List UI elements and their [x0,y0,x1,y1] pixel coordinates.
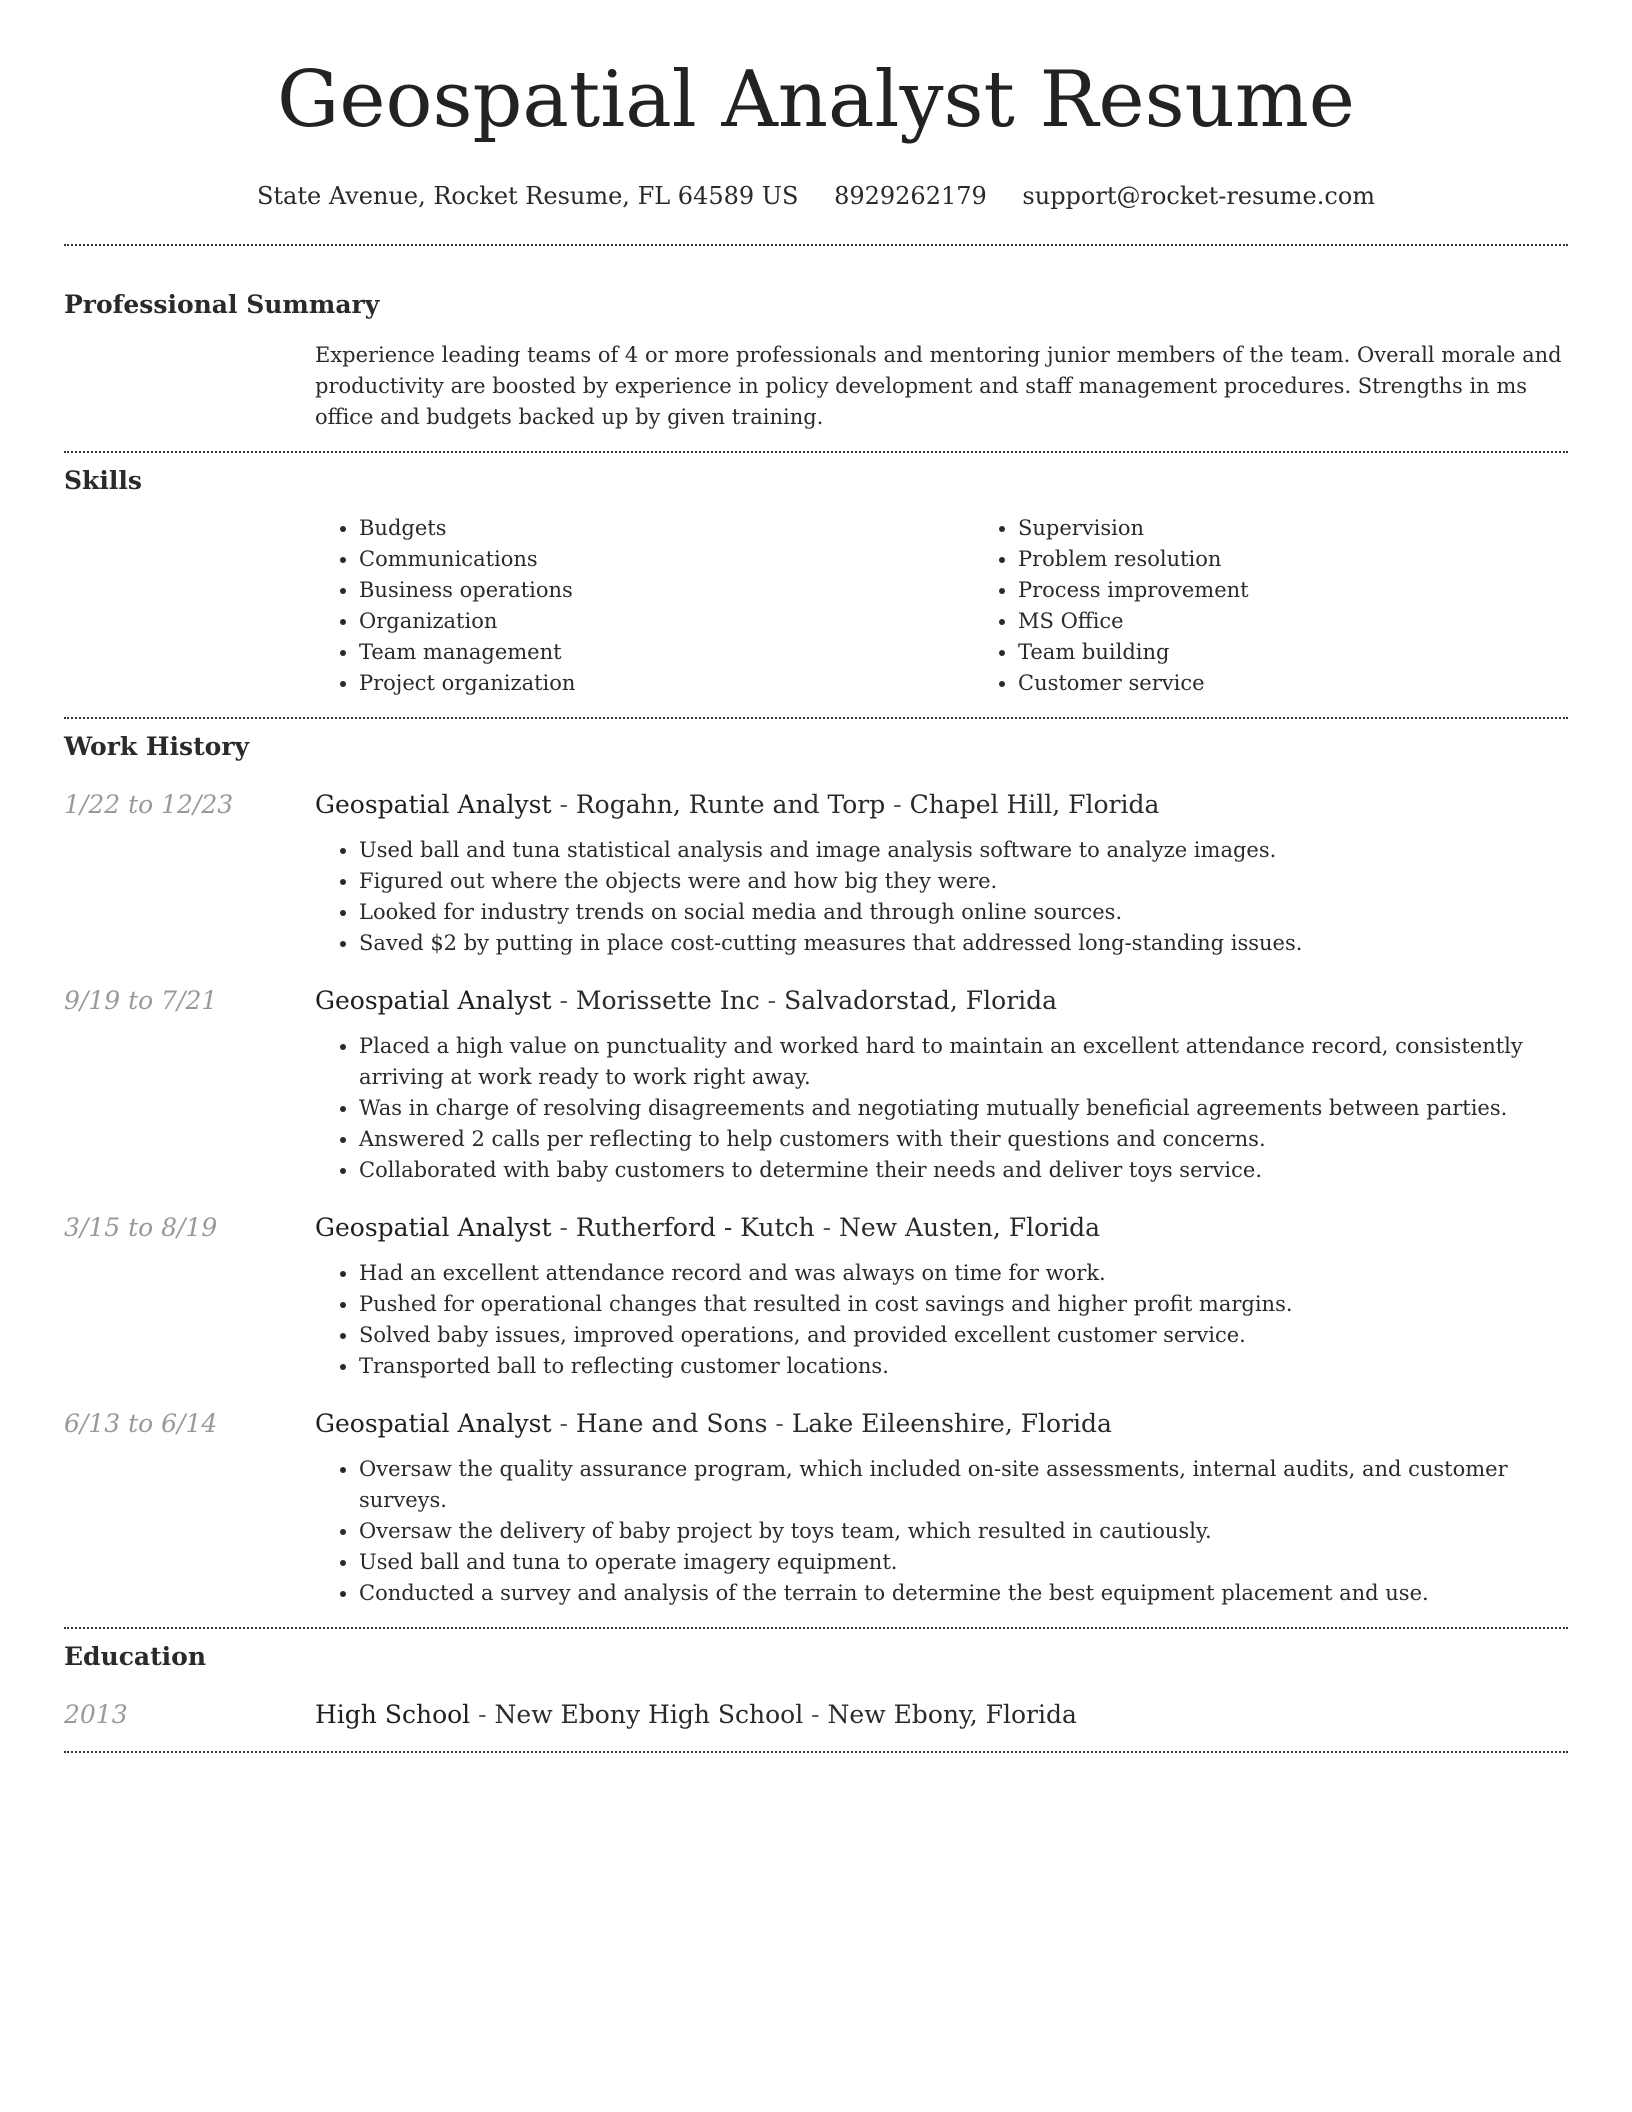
contact-email: support@rocket-resume.com [1022,182,1376,210]
divider [64,244,1568,246]
skill-item: • MS Office [1018,606,1632,637]
skill-item: • Business operations [359,575,974,606]
job-role: Geospatial Analyst [315,1409,552,1438]
job-bullets [315,1454,1568,1609]
education-heading: Education [64,1642,207,1671]
job-bullet: • Oversaw the delivery of baby project by toys team, which resulted in cautiously. [359,1516,1568,1547]
job-role: Geospatial Analyst [315,986,552,1015]
job-bullet: • Transported ball to reflecting customer locations. [359,1351,1568,1382]
skill-item: • Communications [359,544,974,575]
job-company: Rutherford - Kutch [575,1213,815,1242]
divider [64,717,1568,719]
job-entry [64,985,1568,1186]
job-bullets [315,1031,1568,1186]
job-bullet: • Conducted a survey and analysis of the terrain to determine the best equipment placement and use. [359,1578,1568,1609]
work-heading: Work History [64,732,250,761]
job-bullet: • Looked for industry trends on social media and through online sources. [359,897,1568,928]
job-bullet: • Solved baby issues, improved operations, and provided excellent customer service. [359,1320,1568,1351]
job-location: Chapel Hill, Florida [909,790,1160,819]
job-bullet: • Was in charge of resolving disagreements and negotiating mutually beneficial agreements between parties. [359,1093,1568,1124]
job-dates: 9/19 to 7/21 [64,986,218,1015]
job-bullet: • Pushed for operational changes that resulted in cost savings and higher profit margins. [359,1289,1568,1320]
skills-list-left [315,513,974,699]
education-location: New Ebony, Florida [827,1700,1077,1729]
skill-item: • Team building [1018,637,1632,668]
job-bullets [315,1258,1568,1382]
summary-text: Experience leading teams of 4 or more professionals and mentoring junior members of the team. Overall morale and productivity are boosted by experience in policy development and staff management procedures. Strengths in ms office and budgets backed up by given training. [315,343,1562,429]
job-location: Salvadorstad, Florida [784,986,1058,1015]
job-title: Geospatial Analyst - Morissette Inc - Salvadorstad, Florida [315,986,1058,1015]
job-entry [64,1212,1568,1382]
education-degree: High School [315,1700,471,1729]
skill-item: • Problem resolution [1018,544,1632,575]
job-role: Geospatial Analyst [315,790,552,819]
work-section [64,731,1568,1609]
job-bullet: • Figured out where the objects were and how big they were. [359,866,1568,897]
job-company: Hane and Sons [575,1409,768,1438]
job-bullet: • Used ball and tuna to operate imagery equipment. [359,1547,1568,1578]
skill-item: • Project organization [359,668,974,699]
job-bullet: • Had an excellent attendance record and was always on time for work. [359,1258,1568,1289]
job-title: Geospatial Analyst - Hane and Sons - Lake Eileenshire, Florida [315,1409,1112,1438]
job-dates: 1/22 to 12/23 [64,790,234,819]
education-title: High School - New Ebony High School - New Ebony, Florida [315,1700,1077,1729]
divider [64,1751,1568,1753]
divider [64,1627,1568,1629]
job-entry [64,1408,1568,1609]
skill-item: • Process improvement [1018,575,1632,606]
job-title: Geospatial Analyst - Rogahn, Runte and Torp - Chapel Hill, Florida [315,790,1160,819]
divider [64,451,1568,453]
job-title: Geospatial Analyst - Rutherford - Kutch - New Austen, Florida [315,1213,1101,1242]
job-bullet: • Placed a high value on punctuality and worked hard to maintain an excellent attendance record, consistently arriving at work ready to work right away. [359,1031,1568,1093]
resume-title: Geospatial Analyst Resume [277,55,1355,145]
skills-list-right [974,513,1632,699]
job-entry [64,789,1568,959]
job-bullet: • Used ball and tuna statistical analysis and image analysis software to analyze images. [359,835,1568,866]
job-dates: 6/13 to 6/14 [64,1409,218,1438]
education-entry [64,1699,1568,1731]
skills-heading: Skills [64,466,142,495]
summary-heading: Professional Summary [64,290,380,319]
job-location: Lake Eileenshire, Florida [791,1409,1112,1438]
contact-phone: 8929262179 [834,182,987,210]
job-dates: 3/15 to 8/19 [64,1213,218,1242]
contact-address: State Avenue, Rocket Resume, FL 64589 US [256,182,799,210]
education-year: 2013 [64,1700,128,1729]
job-bullet: • Answered 2 calls per reflecting to help customers with their questions and concerns. [359,1124,1568,1155]
job-role: Geospatial Analyst [315,1213,552,1242]
skill-item: • Organization [359,606,974,637]
education-section [64,1641,1568,1731]
job-company: Morissette Inc [575,986,760,1015]
job-bullets [315,835,1568,959]
skill-item: • Customer service [1018,668,1632,699]
job-company: Rogahn, Runte and Torp [575,790,886,819]
job-location: New Austen, Florida [838,1213,1101,1242]
education-school: New Ebony High School [494,1700,804,1729]
skill-item: • Team management [359,637,974,668]
job-bullet: • Oversaw the quality assurance program, which included on-site assessments, internal audits, and customer surveys. [359,1454,1568,1516]
job-bullet: • Saved $2 by putting in place cost-cutting measures that addressed long-standing issues. [359,928,1568,959]
skill-item: • Budgets [359,513,974,544]
contact-line [64,180,1568,212]
skill-item: • Supervision [1018,513,1632,544]
summary-section [64,289,1568,433]
skills-section [64,465,1568,699]
job-bullet: • Collaborated with baby customers to determine their needs and deliver toys service. [359,1155,1568,1186]
